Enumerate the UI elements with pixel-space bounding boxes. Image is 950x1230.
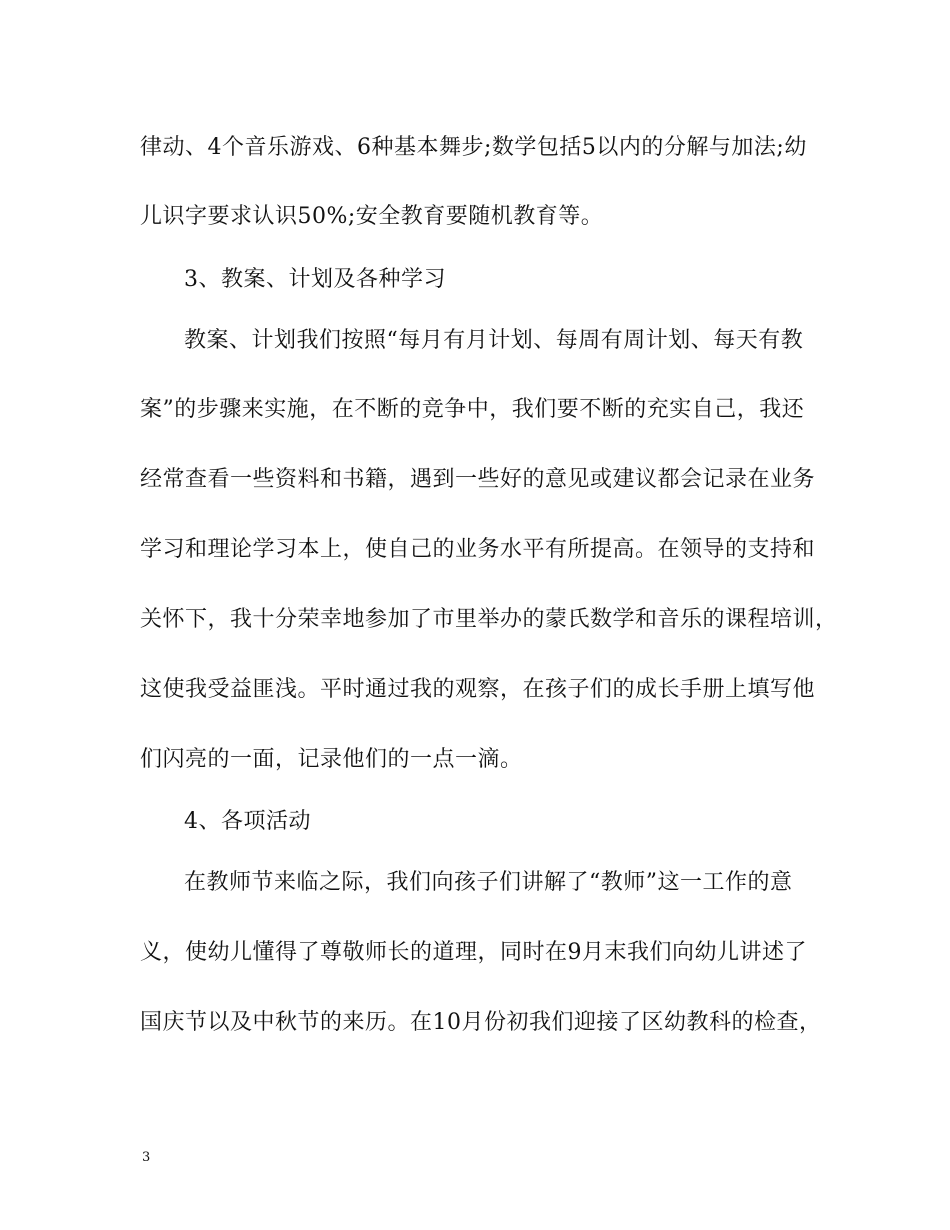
text-line-9: 这使我受益匪浅。平时通过我的观察，在孩子们的成长手册上填写他: [140, 677, 816, 702]
text-line-13: 义，使幼儿懂得了尊敬师长的道理，同时在9月末我们向幼儿讲述了: [140, 940, 807, 965]
text-line-4: 教案、计划我们按照“每月有月计划、每周有周计划、每天有教: [184, 328, 804, 353]
text-line-7: 学习和理论学习本上，使自己的业务水平有所提高。在领导的支持和: [140, 537, 816, 562]
text-line-14: 国庆节以及中秋节的来历。在10月份初我们迎接了区幼教科的检查，: [140, 1010, 822, 1035]
section-heading-4: 4、各项活动: [184, 809, 311, 834]
text-line-5: 案”的步骤来实施，在不断的竞争中，我们要不断的充实自己，我还: [140, 397, 805, 422]
text-line-6: 经常查看一些资料和书籍，遇到一些好的意见或建议都会记录在业务: [140, 467, 816, 492]
text-line-12: 在教师节来临之际，我们向孩子们讲解了“教师”这一工作的意: [184, 870, 793, 895]
text-line-1: 律动、4个音乐游戏、6种基本舞步;数学包括5以内的分解与加法;幼: [140, 135, 807, 160]
text-line-10: 们闪亮的一面，记录他们的一点一滴。: [140, 747, 523, 772]
page-number: 3: [142, 1150, 151, 1165]
section-heading-3: 3、教案、计划及各种学习: [184, 267, 446, 292]
text-line-2: 儿识字要求认识50%;安全教育要随机教育等。: [140, 204, 604, 229]
text-line-8: 关怀下，我十分荣幸地参加了市里举办的蒙氏数学和音乐的课程培训，: [140, 607, 838, 632]
